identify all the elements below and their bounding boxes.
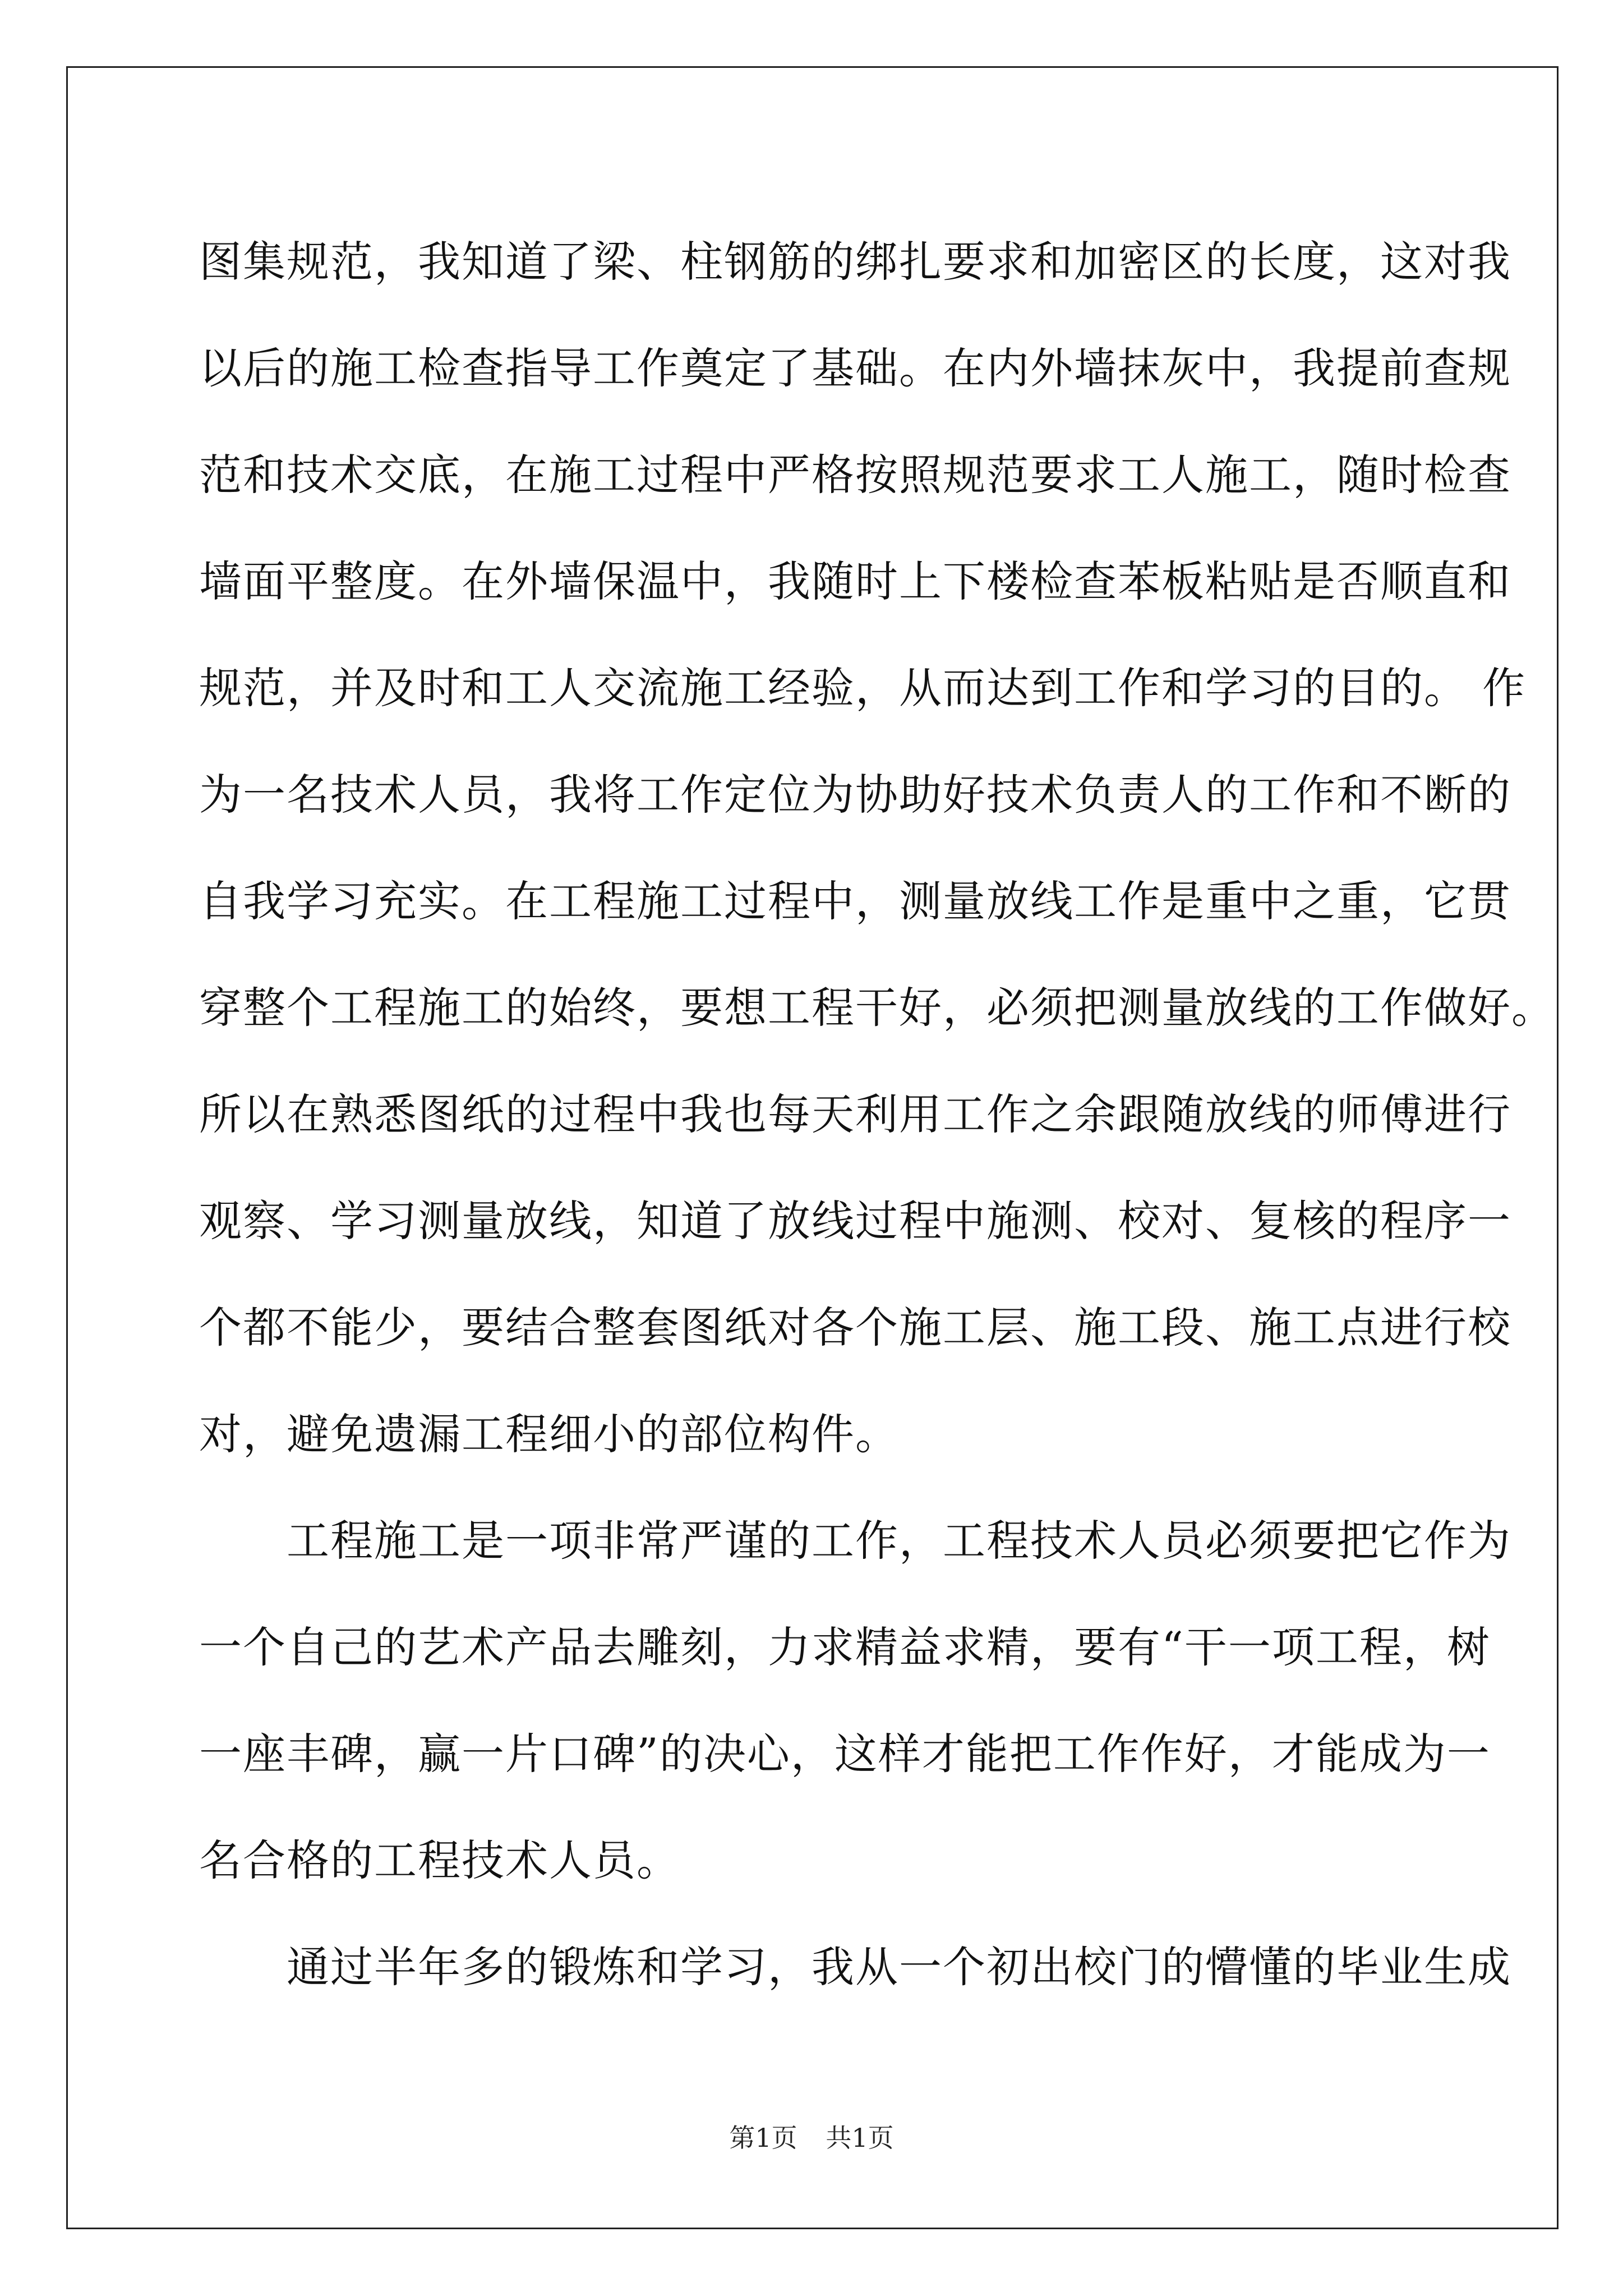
text-line: 通过半年多的锻炼和学习，我从一个初出校门的懵懂的毕业生成 — [199, 1942, 1511, 1992]
text-line: 规范，并及时和工人交流施工经验，从而达到工作和学习的目的。 作 — [199, 663, 1527, 713]
text-line: 图集规范，我知道了梁、柱钢筋的绑扎要求和加密区的长度，这对我 — [199, 237, 1511, 287]
text-line: 范和技术交底，在施工过程中严格按照规范要求工人施工，随时检查 — [199, 450, 1511, 500]
text-line: 个都不能少，要结合整套图纸对各个施工层、施工段、施工点进行校 — [199, 1303, 1511, 1352]
page-footer — [0, 2118, 1623, 2155]
text-line: 一个自己的艺术产品去雕刻，力求精益求精，要有“干一项工程，树 — [199, 1622, 1491, 1672]
page-number: 第1页 — [729, 2123, 797, 2153]
text-line: 自我学习充实。在工程施工过程中，测量放线工作是重中之重，它贯 — [199, 876, 1511, 926]
text-line: 所以在熟悉图纸的过程中我也每天利用工作之余跟随放线的师傅进行 — [199, 1089, 1511, 1139]
page-total: 共1页 — [826, 2123, 894, 2153]
text-line: 名合格的工程技术人员。 — [199, 1835, 680, 1885]
text-line: 对，避免遗漏工程细小的部位构件。 — [199, 1409, 899, 1459]
text-line: 一座丰碑，赢一片口碑”的决心，这样才能把工作作好，才能成为一 — [199, 1729, 1491, 1779]
text-line: 墙面平整度。在外墙保温中，我随时上下楼检查苯板粘贴是否顺直和 — [199, 556, 1511, 606]
document-body — [199, 209, 1555, 2021]
text-line: 穿整个工程施工的始终，要想工程干好，必须把测量放线的工作做好。 — [199, 983, 1555, 1033]
text-line: 观察、学习测量放线，知道了放线过程中施测、校对、复核的程序一 — [199, 1196, 1511, 1246]
text-line: 为一名技术人员，我将工作定位为协助好技术负责人的工作和不断的 — [199, 770, 1511, 820]
text-line: 工程施工是一项非常严谨的工作，工程技术人员必须要把它作为 — [199, 1516, 1511, 1566]
text-line: 以后的施工检查指导工作奠定了基础。在内外墙抹灰中，我提前查规 — [199, 343, 1511, 393]
